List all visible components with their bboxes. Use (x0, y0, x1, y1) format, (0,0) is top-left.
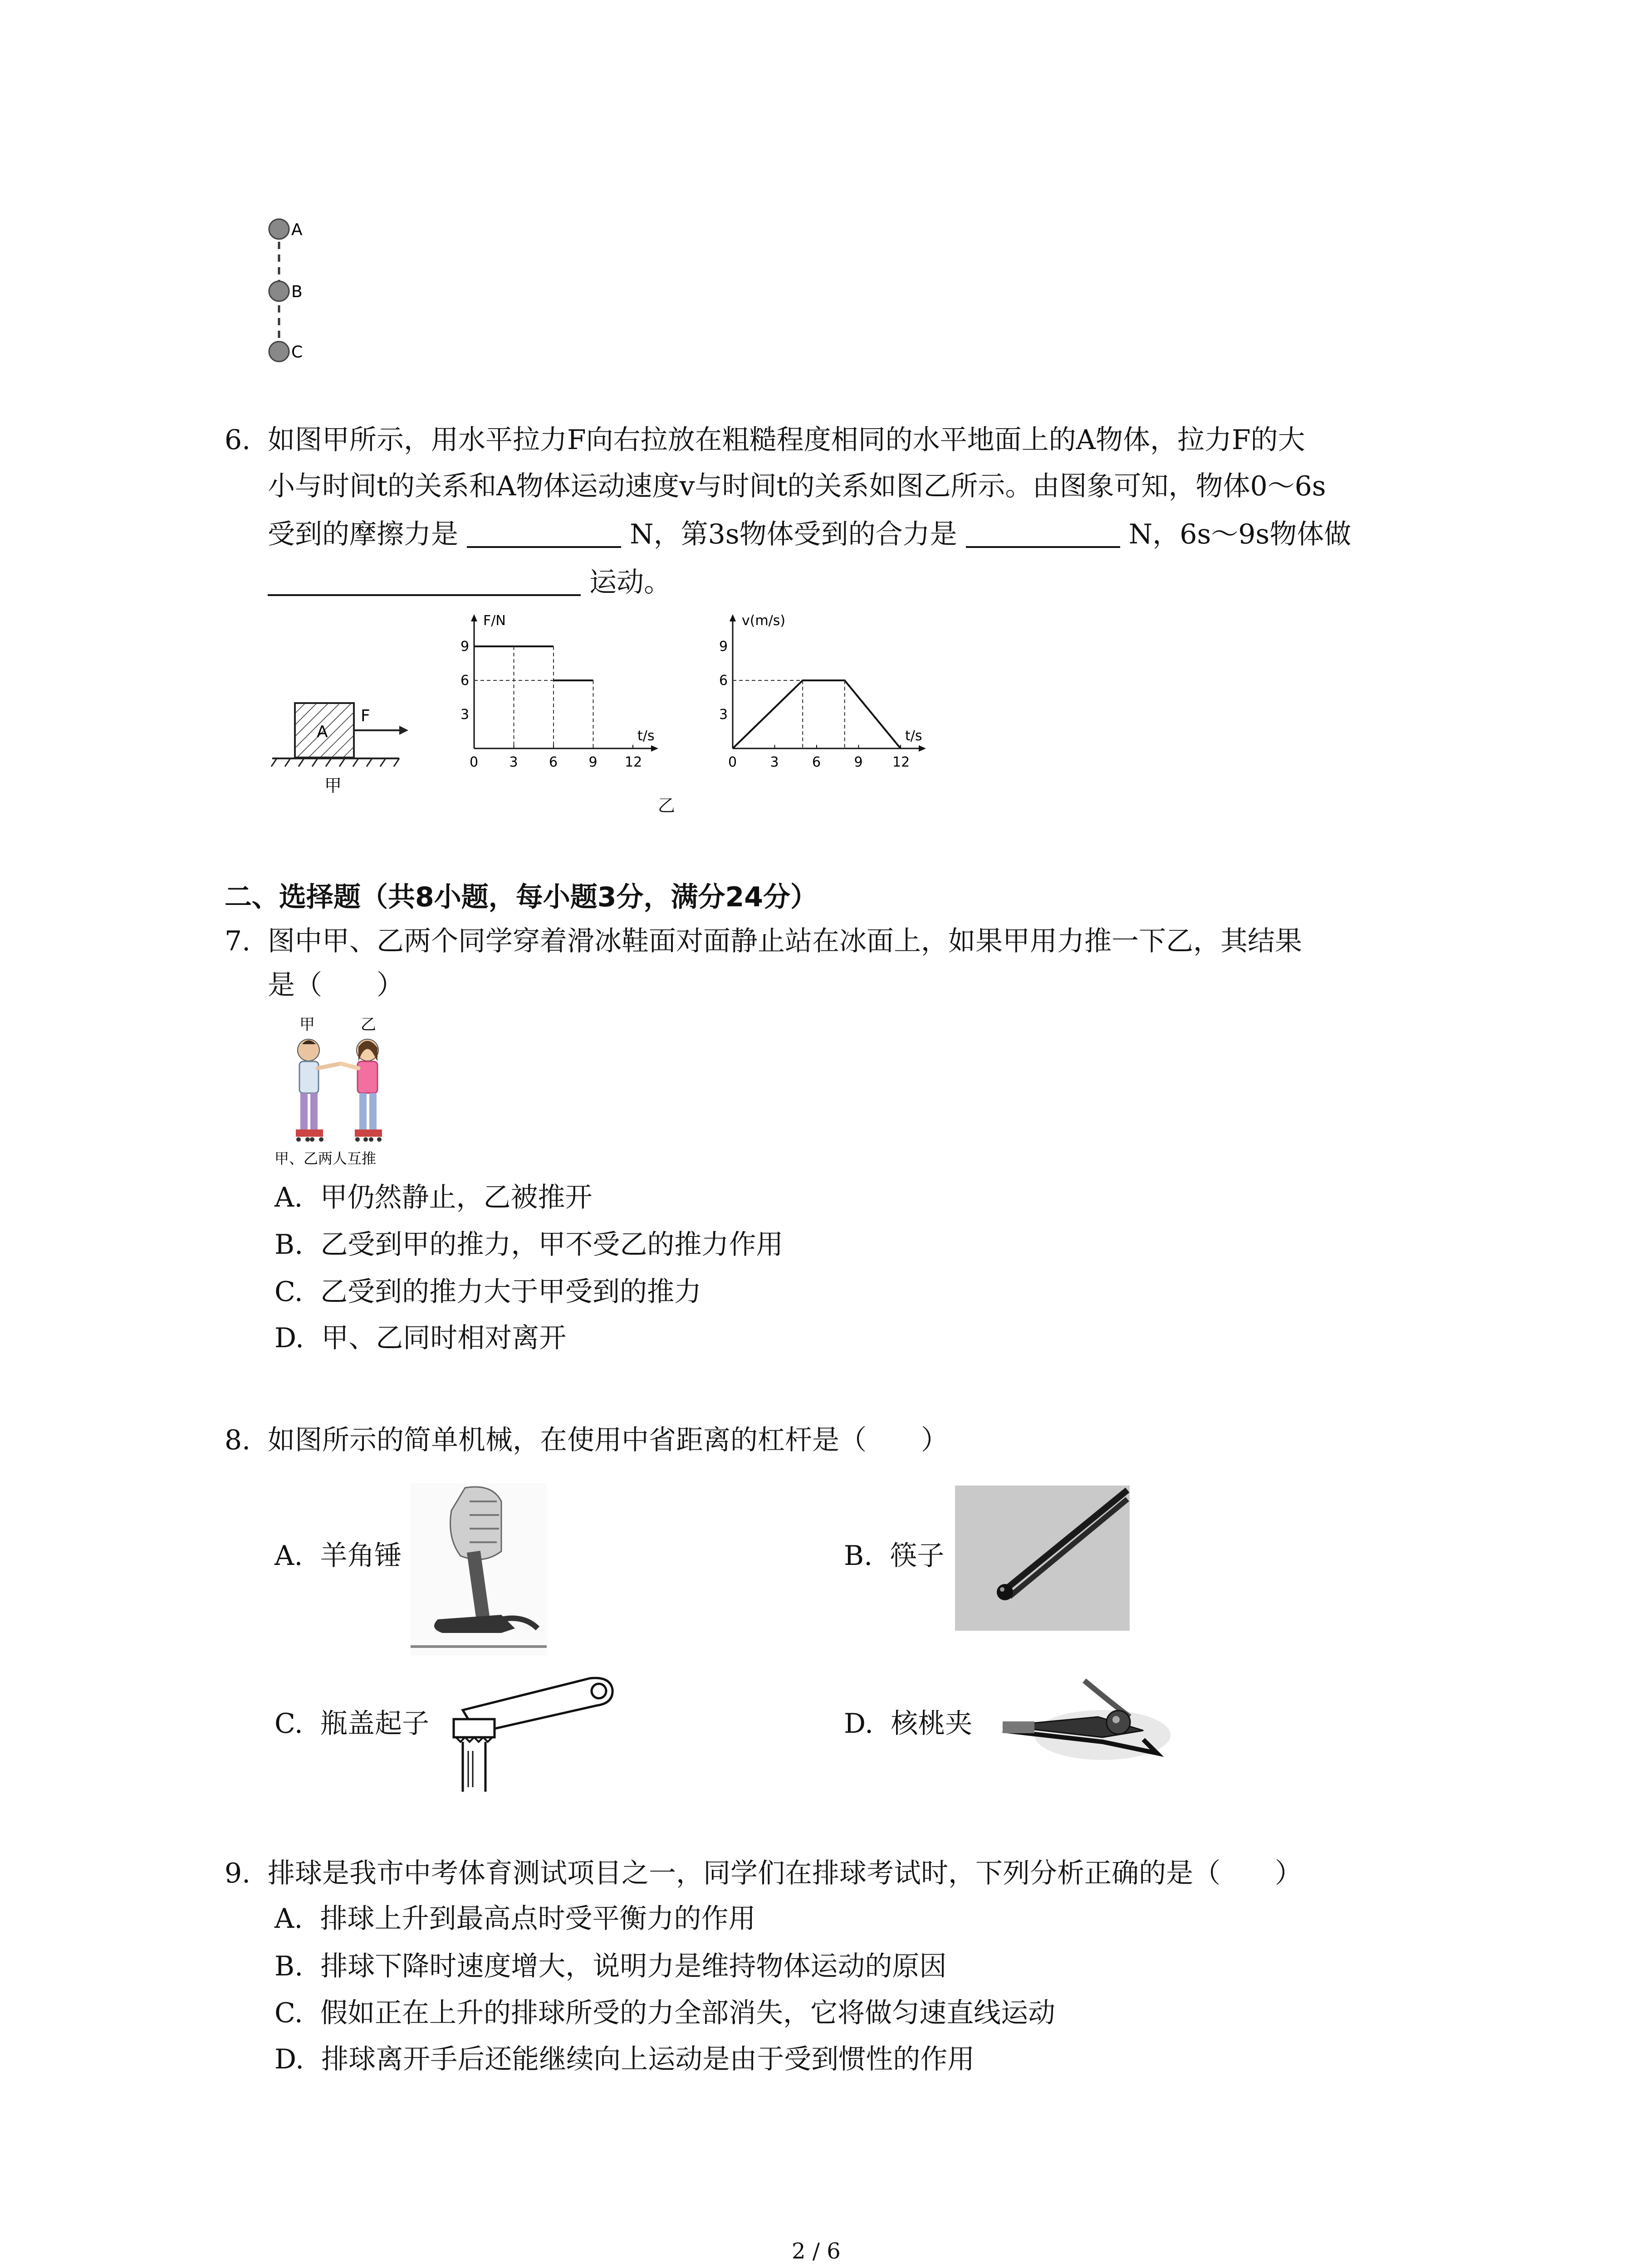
q6-line3-part1: 受到的摩擦力是 (268, 518, 458, 550)
q8-option-a[interactable] (274, 1540, 402, 1572)
page-number: 2 / 6 (792, 2239, 841, 2264)
q6-line4 (268, 569, 671, 596)
q9-option-d[interactable] (274, 2043, 975, 2075)
q8-option-d[interactable] (844, 1708, 973, 1740)
q9-option-b[interactable] (274, 1950, 947, 1982)
q6-line2: 小与时间t的关系和A物体运动速度v与时间t的关系如图乙所示。由图象可知，物体0～6s (268, 470, 1326, 502)
ball-a (269, 219, 289, 239)
y-tick-label: 3 (460, 707, 470, 723)
q6-line3-part3: N，6s～9s物体做 (1128, 518, 1352, 550)
y-tick-label: 6 (460, 673, 470, 689)
q6-line3 (268, 518, 1352, 550)
skater-jia (296, 1039, 340, 1142)
option-key: D. (274, 1322, 304, 1354)
x-tick-label: 3 (770, 754, 779, 770)
x-tick-label: 3 (509, 754, 518, 770)
option-key: A. (274, 1540, 303, 1572)
q7-number: 7. (225, 925, 251, 957)
q9-option-a[interactable] (274, 1903, 756, 1935)
x-axis-label: t/s (905, 728, 922, 744)
option-text: 排球离开手后还能继续向上运动是由于受到惯性的作用 (321, 2043, 975, 2075)
q8-number: 8. (225, 1424, 251, 1456)
q6-chart-force-time (454, 612, 681, 785)
ball-b (269, 281, 289, 301)
q7-line1: 图中甲、乙两个同学穿着滑冰鞋面对面静止站在冰面上，如果甲用力推一下乙，其结果 (268, 925, 1302, 957)
x-tick-label: 9 (854, 754, 863, 770)
option-key: B. (274, 1950, 304, 1982)
q7-option-b[interactable] (274, 1229, 784, 1261)
option-text: 筷子 (890, 1540, 945, 1572)
y-axis-label: F/N (483, 613, 506, 629)
option-text: 乙受到的推力大于甲受到的推力 (320, 1276, 701, 1308)
block-a-label: A (317, 723, 328, 741)
skater-label-yi: 乙 (361, 1016, 376, 1034)
ball-chain-diagram (254, 213, 336, 367)
q9-number: 9. (225, 1857, 251, 1889)
q7-option-d[interactable] (274, 1322, 567, 1354)
y-axis-label: v(m/s) (742, 613, 786, 629)
ball-label-a: A (291, 220, 303, 239)
option-key: B. (274, 1229, 304, 1261)
ball-c (269, 342, 289, 362)
option-text: 假如正在上升的排球所受的力全部消失，它将做匀速直线运动 (320, 1997, 1055, 2029)
option-text: 核桃夹 (891, 1708, 973, 1740)
q8-stem: 如图所示的简单机械，在使用中省距离的杠杆是（ ） (268, 1424, 948, 1456)
q6-blank-motion[interactable] (268, 569, 581, 596)
option-text: 排球上升到最高点时受平衡力的作用 (320, 1903, 756, 1935)
y-tick-label: 6 (719, 673, 728, 689)
q6-blank-friction[interactable] (467, 521, 621, 548)
option-key: B. (844, 1540, 873, 1572)
q6-line1: 如图甲所示，用水平拉力F向右拉放在粗糙程度相同的水平地面上的A物体，拉力F的大 (268, 424, 1305, 456)
q7-option-a[interactable] (274, 1184, 593, 1211)
series-line (733, 680, 901, 748)
q9-option-c[interactable] (274, 1999, 1055, 2027)
option-key: D. (274, 2043, 304, 2075)
y-tick-label: 3 (719, 707, 728, 723)
skater-yi (341, 1039, 382, 1142)
q8-option-b[interactable] (844, 1540, 945, 1572)
section2-title: 二、选择题（共8小题，每小题3分，满分24分） (225, 881, 818, 913)
y-tick-label: 9 (460, 639, 470, 655)
q7-figure-skaters (272, 1012, 417, 1175)
x-axis-arrow (651, 745, 658, 752)
option-key: A. (274, 1182, 303, 1213)
q8-image-chopsticks (955, 1486, 1130, 1631)
x-axis-arrow (919, 745, 926, 752)
option-key: C. (274, 1276, 303, 1308)
figure-jia-caption: 甲 (324, 776, 342, 796)
q6-figure-jia (268, 694, 422, 798)
q8-image-claw-hammer (411, 1483, 547, 1656)
option-key: A. (274, 1903, 303, 1935)
option-text: 甲仍然静止，乙被推开 (320, 1182, 593, 1213)
x-tick-label: 0 (470, 754, 479, 770)
q7-option-c[interactable] (274, 1276, 701, 1308)
q6-chart-velocity-time (715, 612, 950, 785)
q6-line4-text: 运动。 (589, 567, 671, 598)
x-tick-label: 6 (812, 754, 821, 770)
option-text: 排球下降时速度增大，说明力是维持物体运动的原因 (320, 1950, 947, 1982)
q6-line3-part2: N，第3s物体受到的合力是 (630, 518, 957, 550)
ball-label-b: B (291, 283, 303, 301)
option-text: 甲、乙同时相对离开 (321, 1322, 567, 1354)
q8-image-bottle-opener (445, 1669, 617, 1792)
x-tick-label: 12 (892, 754, 910, 770)
q8-option-c[interactable] (274, 1708, 429, 1740)
skaters-caption: 甲、乙两人互推 (274, 1150, 377, 1167)
x-tick-label: 9 (588, 754, 598, 770)
q6-blank-net-force[interactable] (966, 521, 1120, 548)
x-tick-label: 6 (549, 754, 558, 770)
force-label: F (361, 707, 370, 725)
q9-stem: 排球是我市中考体育测试项目之一，同学们在排球考试时，下列分析正确的是（ ） (268, 1857, 1302, 1889)
x-tick-label: 12 (625, 754, 642, 770)
x-axis-label: t/s (637, 728, 655, 744)
q6-figure-yi-caption: 乙 (658, 796, 676, 816)
option-text: 羊角锤 (320, 1540, 402, 1572)
option-text: 乙受到甲的推力，甲不受乙的推力作用 (320, 1229, 784, 1261)
ball-label-c: C (291, 343, 303, 362)
y-axis-arrow (471, 614, 477, 621)
option-key: C. (274, 1708, 303, 1740)
option-key: D. (844, 1708, 874, 1740)
q7-line2: 是（ ） (268, 969, 404, 1001)
q6-number: 6. (225, 424, 251, 456)
x-tick-label: 0 (728, 754, 737, 770)
option-key: C. (274, 1997, 303, 2029)
y-axis-arrow (730, 614, 736, 621)
y-tick-label: 9 (719, 639, 728, 655)
skater-label-jia: 甲 (299, 1016, 315, 1034)
option-text: 瓶盖起子 (320, 1708, 429, 1740)
q8-image-nutcracker (994, 1662, 1175, 1780)
